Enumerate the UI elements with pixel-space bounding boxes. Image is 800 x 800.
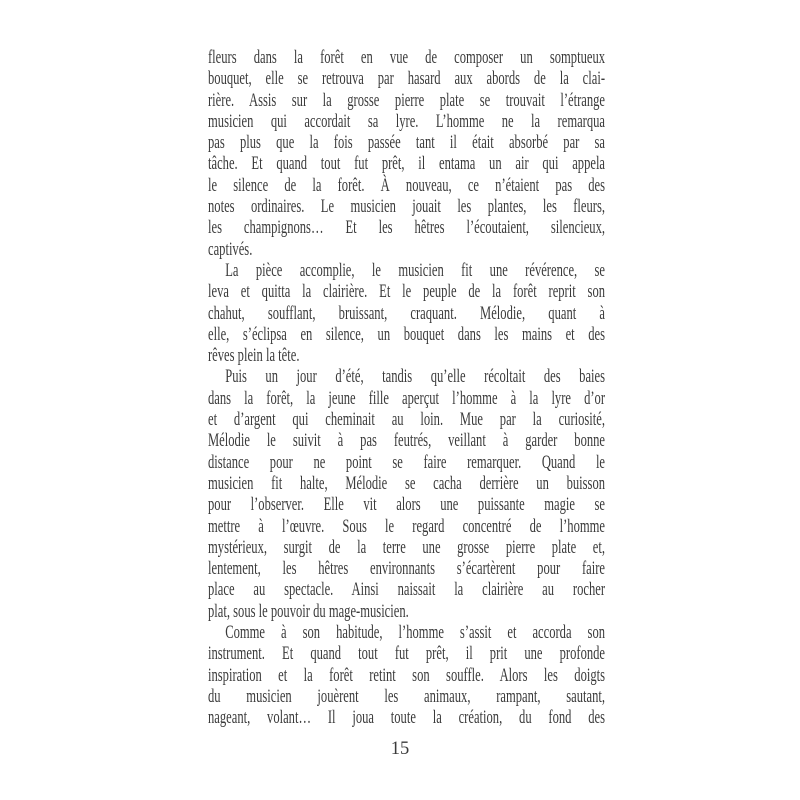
text-line: pour l’observer. Elle vit alors une puissante magie se (208, 494, 606, 516)
text-line: tâche. Et quand tout fut prêt, il entama un air qui appela (208, 153, 606, 175)
text-line: bouquet, elle se retrouva par hasard aux abords de la clai- (208, 68, 606, 90)
text-line: instrument. Et quand tout fut prêt, il prit une profonde (208, 643, 606, 665)
text-line: plat, sous le pouvoir du mage-musicien. (208, 600, 409, 622)
text-line: mettre à l’œuvre. Sous le regard concentré de l’homme (208, 515, 606, 537)
page-text-column (208, 47, 605, 747)
text-line: leva et quitta la clairière. Et le peuple de la forêt reprit son (208, 281, 606, 303)
text-line: nageant, volant… Il joua toute la création, du fond des (208, 707, 606, 729)
text-line: Mélodie le suivit à pas feutrés, veillant à garder bonne (208, 430, 606, 452)
page-number: 15 (390, 739, 410, 759)
text-line: Comme à son habitude, l’homme s’assit et accorda son (225, 622, 606, 644)
text-line: captivés. (208, 238, 253, 260)
text-line: notes ordinaires. Le musicien jouait les plantes, les fleurs, (208, 196, 606, 218)
text-line: musicien fit halte, Mélodie se cacha derrière un buisson (208, 472, 606, 494)
text-line: La pièce accomplie, le musicien fit une révérence, se (225, 259, 606, 281)
text-line: place au spectacle. Ainsi naissait la clairière au rocher (208, 579, 606, 601)
body-text (208, 47, 605, 729)
text-line: rêves plein la tête. (208, 345, 300, 367)
text-line: et d’argent qui cheminait au loin. Mue par la curiosité, (208, 409, 606, 431)
text-line: pas plus que la fois passée tant il était absorbé par sa (208, 132, 606, 154)
text-line: les champignons… Et les hêtres l’écoutaient, silencieux, (208, 217, 606, 239)
text-line: mystérieux, surgit de la terre une grosse pierre plate et, (208, 536, 606, 558)
text-line: chahut, soufflant, bruissant, craquant. Mélodie, quant à (208, 302, 606, 324)
text-line: Puis un jour d’été, tandis qu’elle récoltait des baies (225, 366, 606, 388)
text-line: le silence de la forêt. À nouveau, ce n’étaient pas des (208, 174, 606, 196)
text-line: inspiration et la forêt retint son souffle. Alors les doigts (208, 664, 606, 686)
text-line: fleurs dans la forêt en vue de composer un somptueux (208, 47, 606, 68)
text-line: rière. Assis sur la grosse pierre plate se trouvait l’étrange (208, 89, 606, 111)
text-line: du musicien jouèrent les animaux, rampant, sautant, (208, 685, 606, 707)
text-line: distance pour ne point se faire remarquer. Quand le (208, 451, 606, 473)
text-line: musicien qui accordait sa lyre. L’homme ne la remarqua (208, 110, 606, 132)
text-line: dans la forêt, la jeune fille aperçut l’homme à la lyre d’or (208, 387, 606, 409)
text-line: elle, s’éclipsa en silence, un bouquet dans les mains et des (208, 323, 606, 345)
text-line: lentement, les hêtres environnants s’écartèrent pour faire (208, 558, 606, 580)
